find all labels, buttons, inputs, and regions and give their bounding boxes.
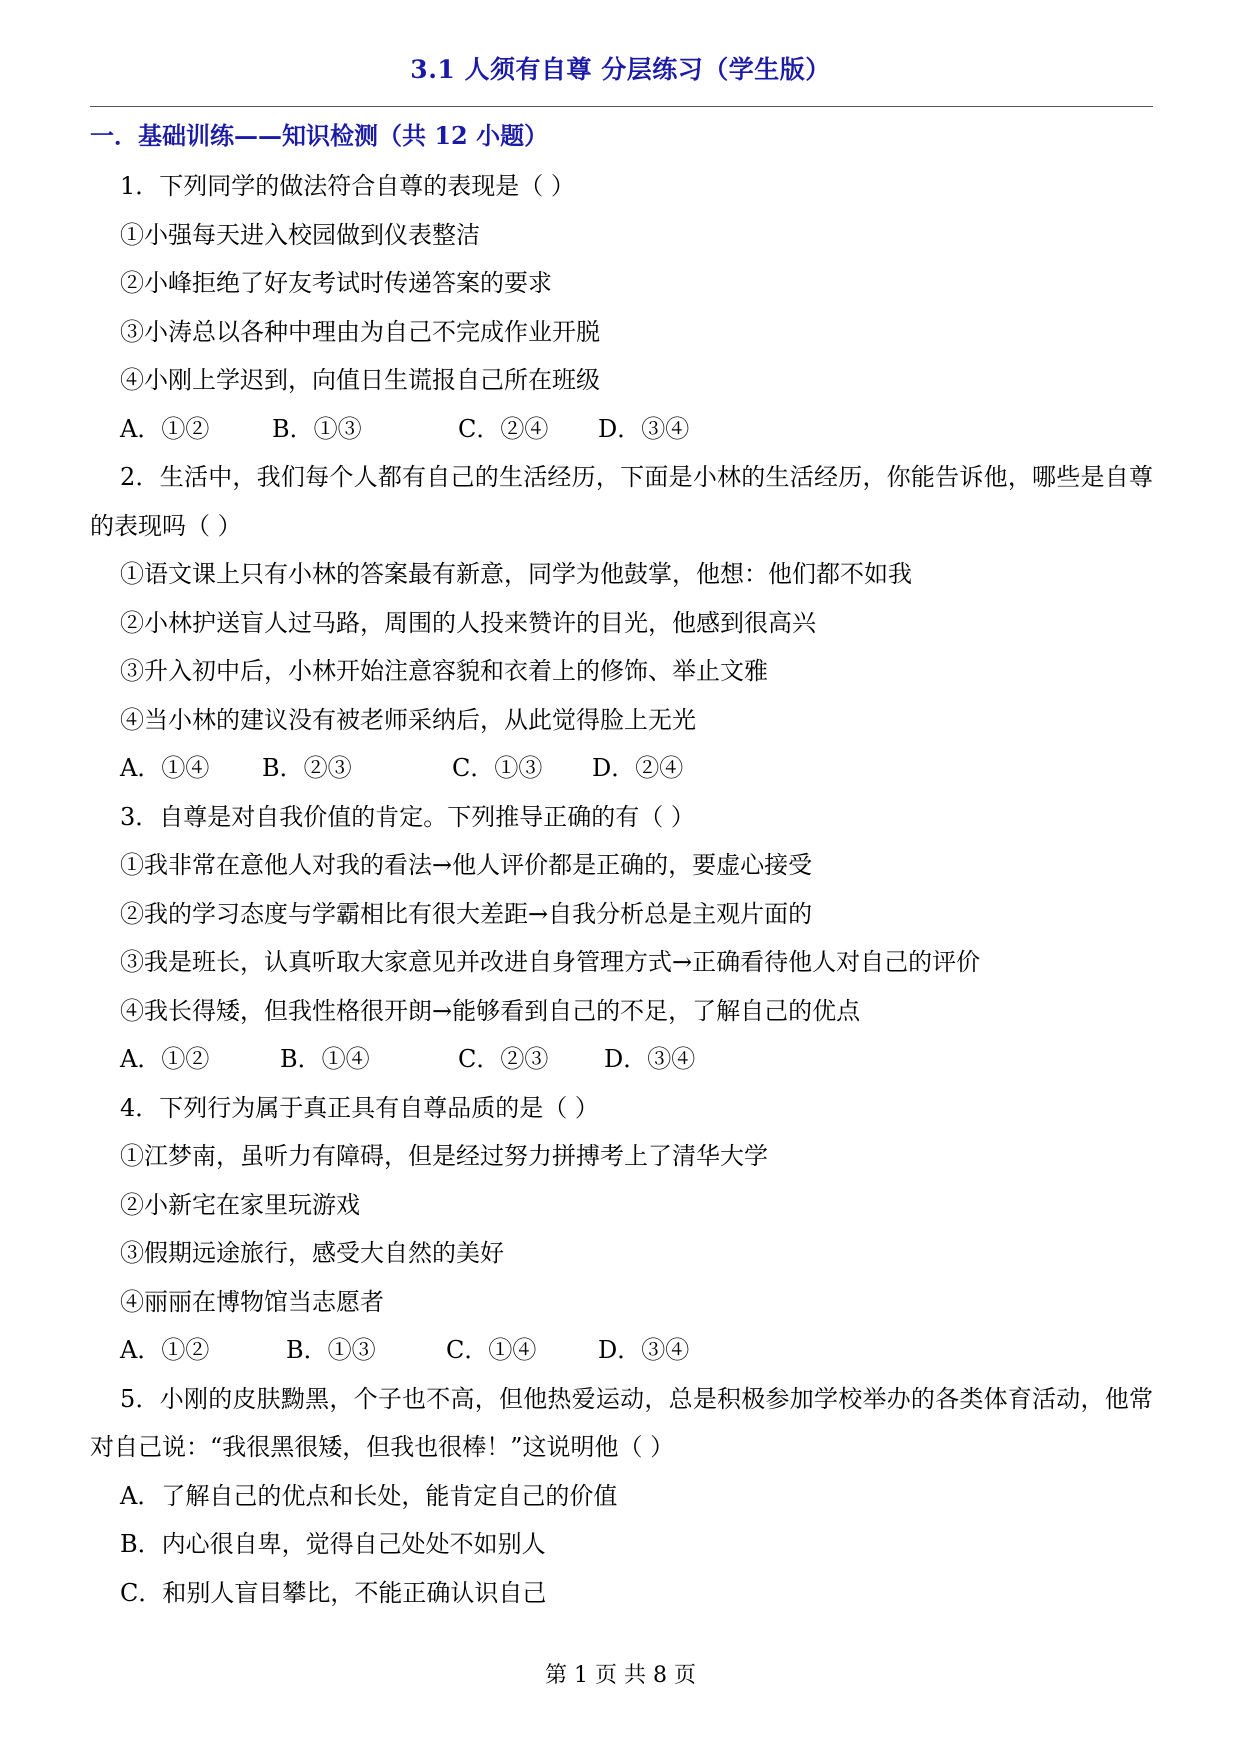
- question-1-item-1: ①小强每天进入校园做到仪表整洁: [120, 220, 480, 249]
- question-2-item-4: ④当小林的建议没有被老师采纳后，从此觉得脸上无光: [120, 705, 696, 734]
- question-4-option-d: D．③④: [598, 1336, 690, 1364]
- question-2-stem: 2．生活中，我们每个人都有自己的生活经历，下面是小林的生活经历，你能告诉他，哪些是自尊的表现吗（ ）: [90, 463, 1153, 540]
- question-1-options: [90, 405, 1153, 454]
- question-list: [90, 162, 1153, 1617]
- question-2-item-3: ③升入初中后，小林开始注意容貌和衣着上的修饰、举止文雅: [120, 657, 768, 685]
- question-4-item-2: ②小新宅在家里玩游戏: [120, 1190, 360, 1219]
- question-3-option-a: A．①②: [120, 1045, 210, 1073]
- question-3-option-d: D．③④: [604, 1045, 696, 1073]
- question-3-item-3: ③我是班长，认真听取大家意见并改进自身管理方式→正确看待他人对自己的评价: [120, 948, 981, 976]
- question-1-option-c: C．②④: [458, 414, 549, 443]
- question-2-option-d: D．②④: [592, 754, 684, 782]
- question-2-option-b: B．②③: [262, 754, 352, 782]
- question-1-item-2: ②小峰拒绝了好友考试时传递答案的要求: [120, 269, 552, 297]
- question-1-option-d: D．③④: [598, 414, 690, 443]
- question-4-item-1: ①江梦南，虽听力有障碍，但是经过努力拼搏考上了清华大学: [120, 1142, 768, 1170]
- question-1-option-b: B．①③: [272, 414, 362, 443]
- question-4-item-3: ③假期远途旅行，感受大自然的美好: [120, 1239, 504, 1267]
- question-5-option-a: A．了解自己的优点和长处，能肯定自己的价值: [120, 1481, 618, 1510]
- question-5-option-c: C．和别人盲目攀比，不能正确认识自己: [120, 1578, 547, 1607]
- page-footer: 第 1 页 共 8 页: [545, 1663, 696, 1688]
- question-4-stem: 4．下列行为属于真正具有自尊品质的是（ ）: [120, 1093, 599, 1122]
- question-2-item-1: ①语文课上只有小林的答案最有新意，同学为他鼓掌，他想：他们都不如我: [120, 560, 912, 588]
- question-1-stem: 1．下列同学的做法符合自尊的表现是（ ）: [120, 172, 575, 200]
- question-4-option-b: B．①③: [286, 1336, 376, 1364]
- header-divider: [90, 106, 1153, 107]
- question-5-option-b: B．内心很自卑，觉得自己处处不如别人: [120, 1530, 546, 1558]
- question-1-item-4: ④小刚上学迟到，向值日生谎报自己所在班级: [120, 366, 600, 394]
- question-3-item-4: ④我长得矮，但我性格很开朗→能够看到自己的不足，了解自己的优点: [120, 996, 861, 1025]
- question-3-stem: 3．自尊是对自我价值的肯定。下列推导正确的有（ ）: [120, 802, 695, 831]
- question-3-option-c: C．②③: [458, 1045, 549, 1073]
- question-2-option-c: C．①③: [452, 754, 543, 782]
- question-2-options: [90, 744, 1153, 793]
- question-3-option-b: B．①④: [280, 1045, 370, 1073]
- question-5-stem: 5．小刚的皮肤黝黑，个子也不高，但他热爱运动，总是积极参加学校举办的各类体育活动，他常对自己说：“我很黑很矮，但我也很棒！”这说明他（ ）: [90, 1384, 1153, 1461]
- question-2-item-2: ②小林护送盲人过马路，周围的人投来赞许的目光，他感到很高兴: [120, 608, 816, 637]
- question-4-options: [90, 1326, 1153, 1375]
- question-1-item-3: ③小涛总以各种中理由为自己不完成作业开脱: [120, 317, 600, 346]
- section-heading: 一．基础训练——知识检测（共 12 小题）: [90, 121, 549, 150]
- page-title: 3.1 人须有自尊 分层练习（学生版）: [410, 55, 831, 84]
- question-3-item-1: ①我非常在意他人对我的看法→他人评价都是正确的，要虚心接受: [120, 851, 813, 879]
- question-4-option-a: A．①②: [120, 1336, 210, 1364]
- question-1-option-a: A．①②: [120, 414, 210, 443]
- question-4-item-4: ④丽丽在博物馆当志愿者: [120, 1287, 384, 1316]
- question-4-option-c: C．①④: [446, 1336, 537, 1364]
- question-3-item-2: ②我的学习态度与学霸相比有很大差距→自我分析总是主观片面的: [120, 899, 813, 928]
- question-3-options: [90, 1035, 1153, 1084]
- question-2-option-a: A．①④: [120, 754, 210, 782]
